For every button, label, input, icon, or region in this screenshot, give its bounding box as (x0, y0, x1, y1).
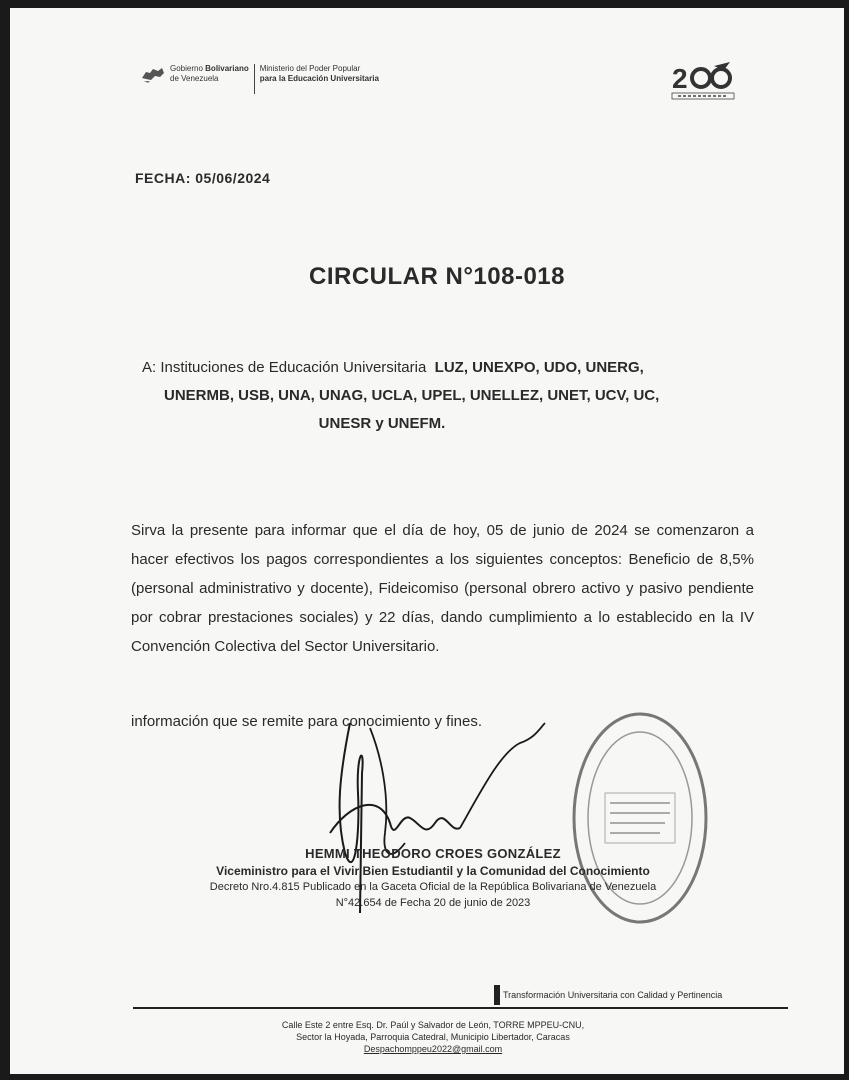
venezuela-map-icon (140, 64, 166, 84)
svg-text:2: 2 (672, 63, 688, 94)
document-page (10, 8, 844, 1074)
ministry-name: Ministerio del Poder Popular para la Educación Universitaria (259, 64, 379, 83)
footer-address (10, 1019, 844, 1055)
signatory-name: HEMMI THEODORO CROES GONZÁLEZ (305, 846, 561, 861)
slogan-bar-mark (494, 985, 500, 1005)
footer-slogan (494, 985, 722, 1005)
slogan-text: Transformación Universitaria con Calidad y Pertinencia (503, 990, 723, 1000)
signatory-decree-line-2: N°42.654 de Fecha 20 de junio de 2023 (335, 897, 531, 909)
recipients-prefix: A: Instituciones de Educación Universitaria (142, 359, 427, 376)
government-logo-block (140, 64, 379, 94)
footer-email-link[interactable]: Despachomppeu2022@gmail.com (363, 1044, 503, 1054)
signatory-role: Viceministro para el Vivir Bien Estudiantil y la Comunidad del Conocimiento (216, 864, 650, 878)
document-title: CIRCULAR N°108-018 (309, 263, 565, 290)
recipients-list-1: LUZ, UNEXPO, UDO, UNERG, (434, 359, 644, 376)
footer-rule (133, 1007, 788, 1009)
recipients-list-3: UNESR y UNEFM. (318, 415, 446, 432)
bicentennial-200-logo-icon (670, 60, 736, 105)
closing-line: información que se remite para conocimiento y fines. (131, 713, 483, 730)
address-line-2: Sector la Hoyada, Parroquia Catedral, Municipio Libertador, Caracas (296, 1032, 570, 1042)
logo-divider (254, 64, 255, 94)
body-paragraph: Sirva la presente para informar que el día de hoy, 05 de junio de 2024 se comenzaron a hacer efectivos los pagos correspondientes a los siguientes conceptos: Beneficio de 8,5% (personal administrativo y docente), Fideicomiso (personal obrero activo y pasivo pendiente por cobrar prestaciones sociales) y 22 días, dando cumplimiento a lo establecido en la IV Convención Colectiva del Sector Universitario. (131, 522, 754, 655)
address-line-1: Calle Este 2 entre Esq. Dr. Paúl y Salvador de León, TORRE MPPEU-CNU, (281, 1020, 585, 1030)
official-seal-stamp (570, 708, 710, 928)
recipients-block (142, 354, 742, 438)
government-name: Gobierno Bolivariano de Venezuela (170, 64, 249, 83)
recipients-list-2: UNERMB, USB, UNA, UNAG, UCLA, UPEL, UNELLEZ, UNET, UCV, UC, (164, 387, 660, 404)
document-date: FECHA: 05/06/2024 (135, 170, 271, 186)
signatory-decree-line-1: Decreto Nro.4.815 Publicado en la Gaceta Oficial de la República Bolivariana de Venezuela (209, 881, 657, 893)
